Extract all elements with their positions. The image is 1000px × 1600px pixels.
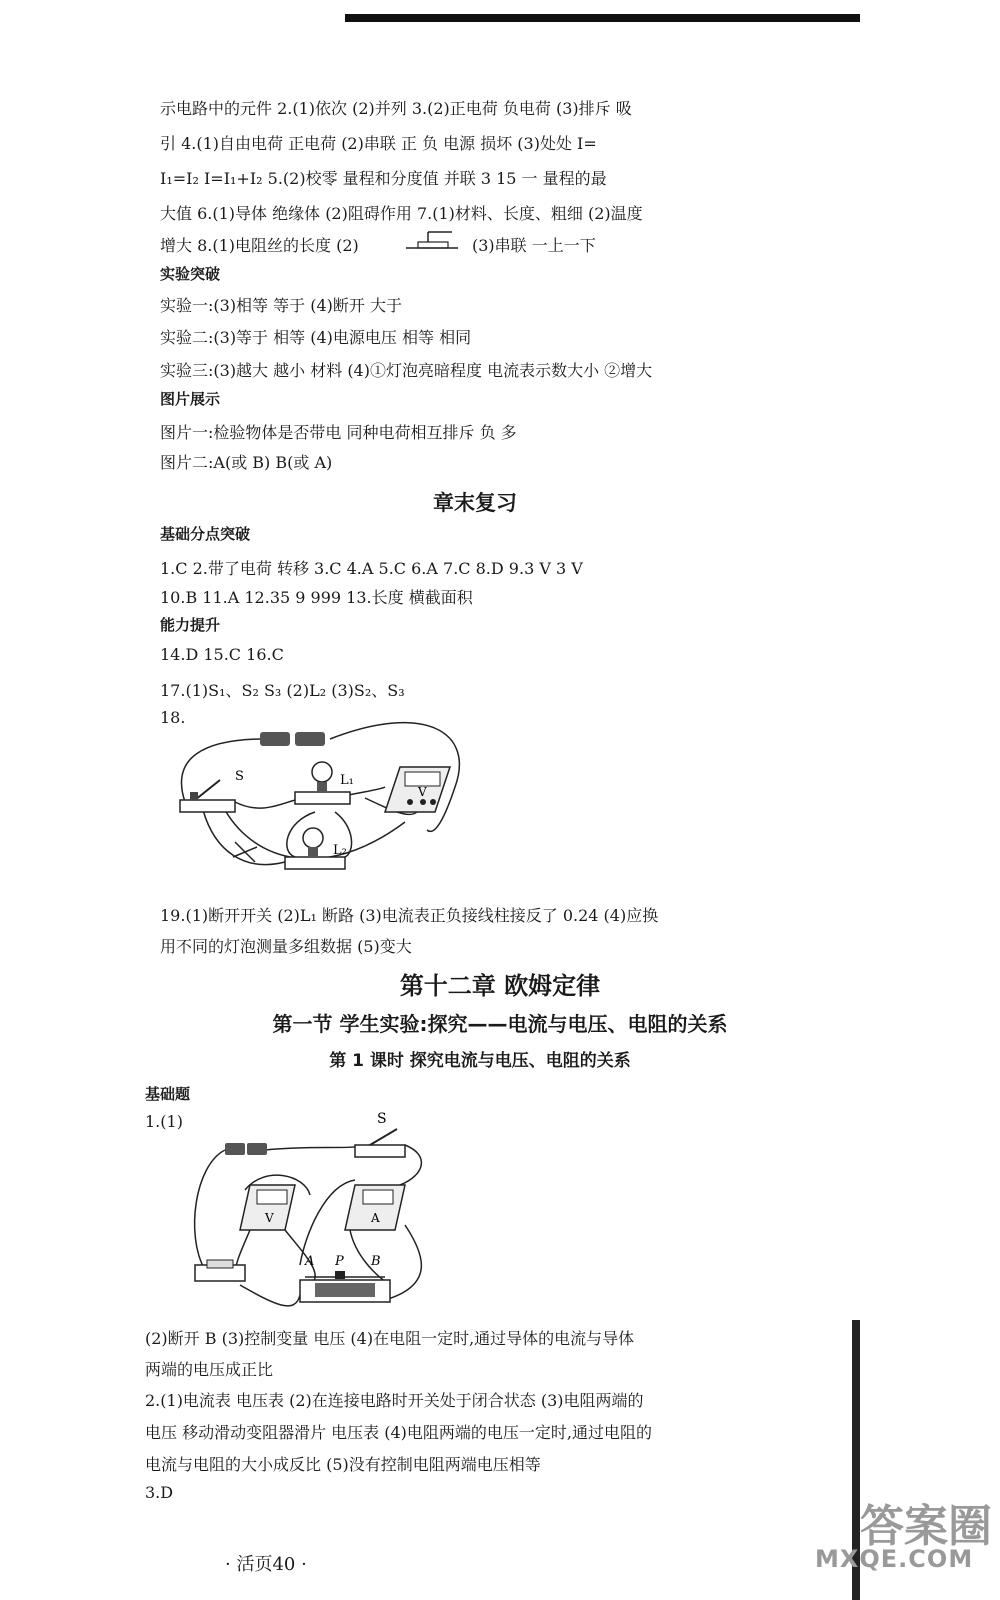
switch-label: S	[235, 769, 244, 784]
answer-line: 14.D 15.C 16.C	[160, 645, 284, 664]
review-title: 章末复习	[433, 491, 517, 515]
answer-line: 用不同的灯泡测量多组数据 (5)变大	[160, 937, 412, 956]
answer-line: 图片一:检验物体是否带电 同种电荷相互排斥 负 多	[160, 423, 517, 442]
answer-line: 实验一:(3)相等 等于 (4)断开 大于	[160, 296, 402, 315]
battery-icon	[260, 732, 325, 746]
section-heading: 基础题	[145, 1085, 191, 1103]
rheostat-end-a-label: A	[305, 1254, 315, 1269]
answer-line: 18.	[160, 708, 186, 727]
answer-line: 实验三:(3)越大 越小 材料 (4)①灯泡亮暗程度 电流表示数大小 ②增大	[160, 361, 653, 380]
answer-line: 1.C 2.带了电荷 转移 3.C 4.A 5.C 6.A 7.C 8.D 9.3 V 3 V	[160, 559, 583, 578]
switch-icon	[180, 780, 235, 812]
watermark-url: MXQE.COM	[815, 1545, 974, 1573]
answer-line: I₁=I₂ I=I₁+I₂ 5.(2)校零 量程和分度值 并联 3 15 一 量程的最	[160, 169, 607, 188]
rheostat-slider-p-label: P	[335, 1254, 344, 1269]
lesson-title: 第 1 课时 探究电流与电压、电阻的关系	[329, 1051, 631, 1071]
answer-line: 增大 8.(1)电阻丝的长度 (2)	[160, 236, 359, 255]
answer-line: 两端的电压成正比	[145, 1360, 274, 1379]
answer-line: 引 4.(1)自由电荷 正电荷 (2)串联 正 负 电源 损坏 (3)处处 I=	[160, 134, 597, 153]
answer-line: 17.(1)S₁、S₂ S₃ (2)L₂ (3)S₂、S₃	[160, 681, 405, 700]
watermark-logo: 答案圈	[860, 1501, 992, 1552]
answer-line: 3.D	[145, 1483, 174, 1502]
answer-line: 示电路中的元件 2.(1)依次 (2)并列 3.(2)正电荷 负电荷 (3)排斥 吸	[160, 99, 632, 118]
top-rule	[345, 14, 860, 22]
answer-line: 大值 6.(1)导体 绝缘体 (2)阻碍作用 7.(1)材料、长度、粗细 (2)温度	[160, 204, 643, 223]
voltmeter-label: V	[418, 785, 427, 799]
cross-mark-icon	[233, 842, 257, 862]
section-heading: 实验突破	[160, 265, 221, 283]
answer-line: (3)串联 一上一下	[472, 236, 596, 255]
switch-label: S	[377, 1111, 387, 1127]
answer-line: 电流与电阻的大小成反比 (5)没有控制电阻两端电压相等	[145, 1455, 541, 1474]
bulb-l2-label: L₂	[333, 843, 347, 858]
section-title: 第一节 学生实验:探究——电流与电压、电阻的关系	[272, 1012, 728, 1036]
section-heading: 基础分点突破	[160, 525, 251, 543]
voltmeter-label: V	[265, 1211, 274, 1225]
answer-line: 图片二:A(或 B) B(或 A)	[160, 453, 333, 472]
question-label: 1.(1)	[145, 1112, 183, 1131]
battery-icon	[225, 1143, 267, 1155]
chapter-title: 第十二章 欧姆定律	[399, 972, 601, 1000]
answer-line: 10.B 11.A 12.35 9 999 13.长度 横截面积	[160, 588, 473, 607]
answer-line: 2.(1)电流表 电压表 (2)在连接电路时开关处于闭合状态 (3)电阻两端的	[145, 1391, 644, 1410]
bulb-l1-label: L₁	[340, 773, 354, 788]
circuit-diagram-q18	[165, 712, 475, 892]
section-heading: 图片展示	[160, 390, 221, 408]
rheostat-end-b-label: B	[371, 1254, 381, 1269]
section-heading: 能力提升	[160, 616, 221, 634]
ammeter-label: A	[371, 1211, 380, 1225]
answer-line: 实验二:(3)等于 相等 (4)电源电压 相等 相同	[160, 328, 472, 347]
rheostat-symbol-icon	[402, 229, 462, 255]
rheostat-icon	[300, 1271, 390, 1302]
answer-line: 19.(1)断开开关 (2)L₁ 断路 (3)电流表正负接线柱接反了 0.24 (4)应换	[160, 906, 659, 925]
answer-line: (2)断开 B (3)控制变量 电压 (4)在电阻一定时,通过导体的电流与导体	[145, 1329, 635, 1348]
circuit-diagram-q1	[185, 1105, 445, 1320]
answer-line: 电压 移动滑动变阻器滑片 电压表 (4)电阻两端的电压一定时,通过电阻的	[145, 1423, 653, 1442]
switch-icon	[355, 1129, 405, 1157]
page-number: · 活页40 ·	[225, 1554, 307, 1575]
